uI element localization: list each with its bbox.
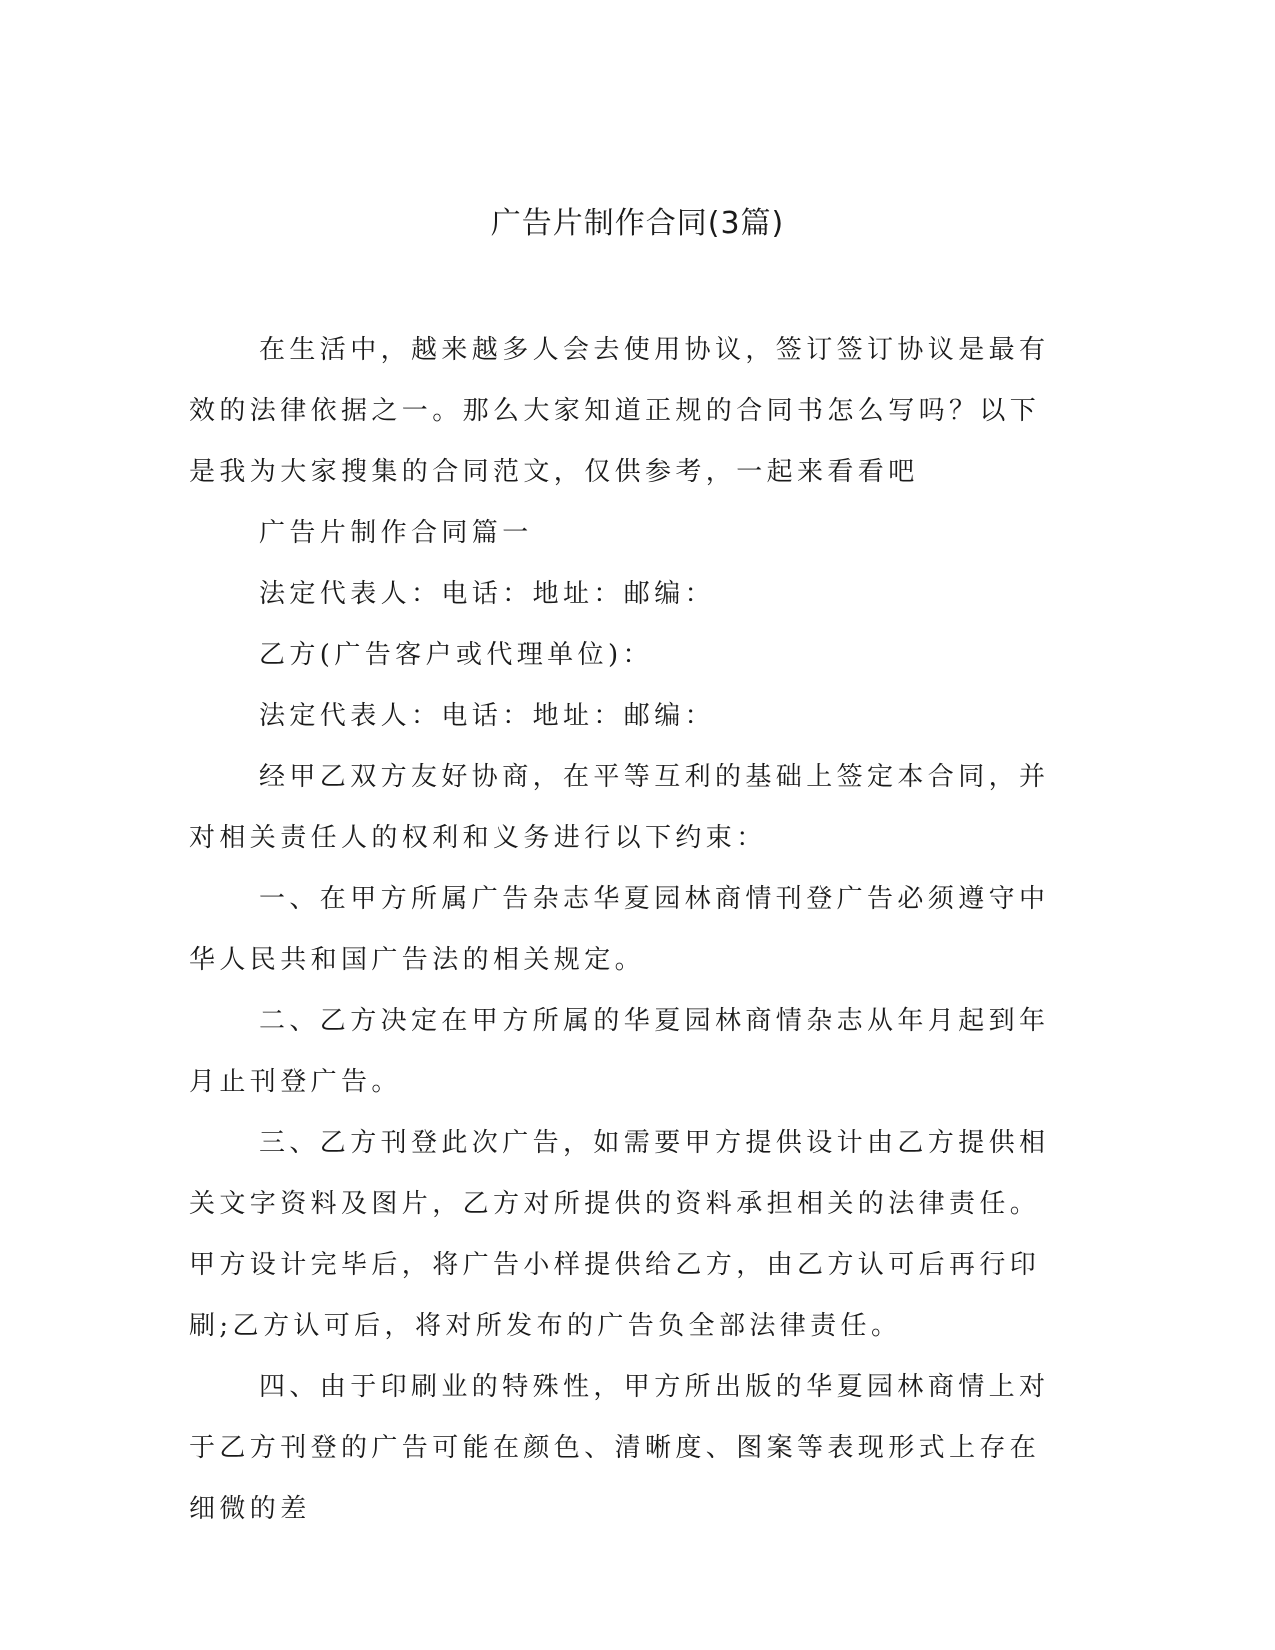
clause-3: 三、乙方刊登此次广告，如需要甲方提供设计由乙方提供相关文字资料及图片，乙方对所提供的资料承担相关的法律责任。甲方设计完毕后，将广告小样提供给乙方，由乙方认可后再行印刷;乙方认可后，将对所发布的广告负全部法律责任。	[189, 1128, 1050, 1341]
document-body	[189, 320, 1069, 1540]
paragraph-intro: 在生活中，越来越多人会去使用协议，签订签订协议是最有效的法律依据之一。那么大家知道正规的合同书怎么写吗？以下是我为大家搜集的合同范文，仅供参考，一起来看看吧	[189, 335, 1050, 487]
party-a-contact: 法定代表人：电话：地址：邮编：	[259, 579, 716, 609]
paragraph-preamble: 经甲乙双方友好协商，在平等互利的基础上签定本合同，并对相关责任人的权利和义务进行以下约束：	[189, 762, 1050, 853]
document-title: 广告片制作合同(3篇)	[490, 206, 785, 241]
party-b-contact: 法定代表人：电话：地址：邮编：	[259, 701, 716, 731]
clause-1: 一、在甲方所属广告杂志华夏园林商情刊登广告必须遵守中华人民共和国广告法的相关规定。	[189, 884, 1050, 975]
clause-4: 四、由于印刷业的特殊性，甲方所出版的华夏园林商情上对于乙方刊登的广告可能在颜色、清晰度、图案等表现形式上存在细微的差	[189, 1372, 1050, 1524]
party-b-label: 乙方(广告客户或代理单位)：	[259, 640, 653, 670]
section-heading: 广告片制作合同篇一	[259, 518, 533, 548]
clause-2: 二、乙方决定在甲方所属的华夏园林商情杂志从年月起到年月止刊登广告。	[189, 1006, 1050, 1097]
